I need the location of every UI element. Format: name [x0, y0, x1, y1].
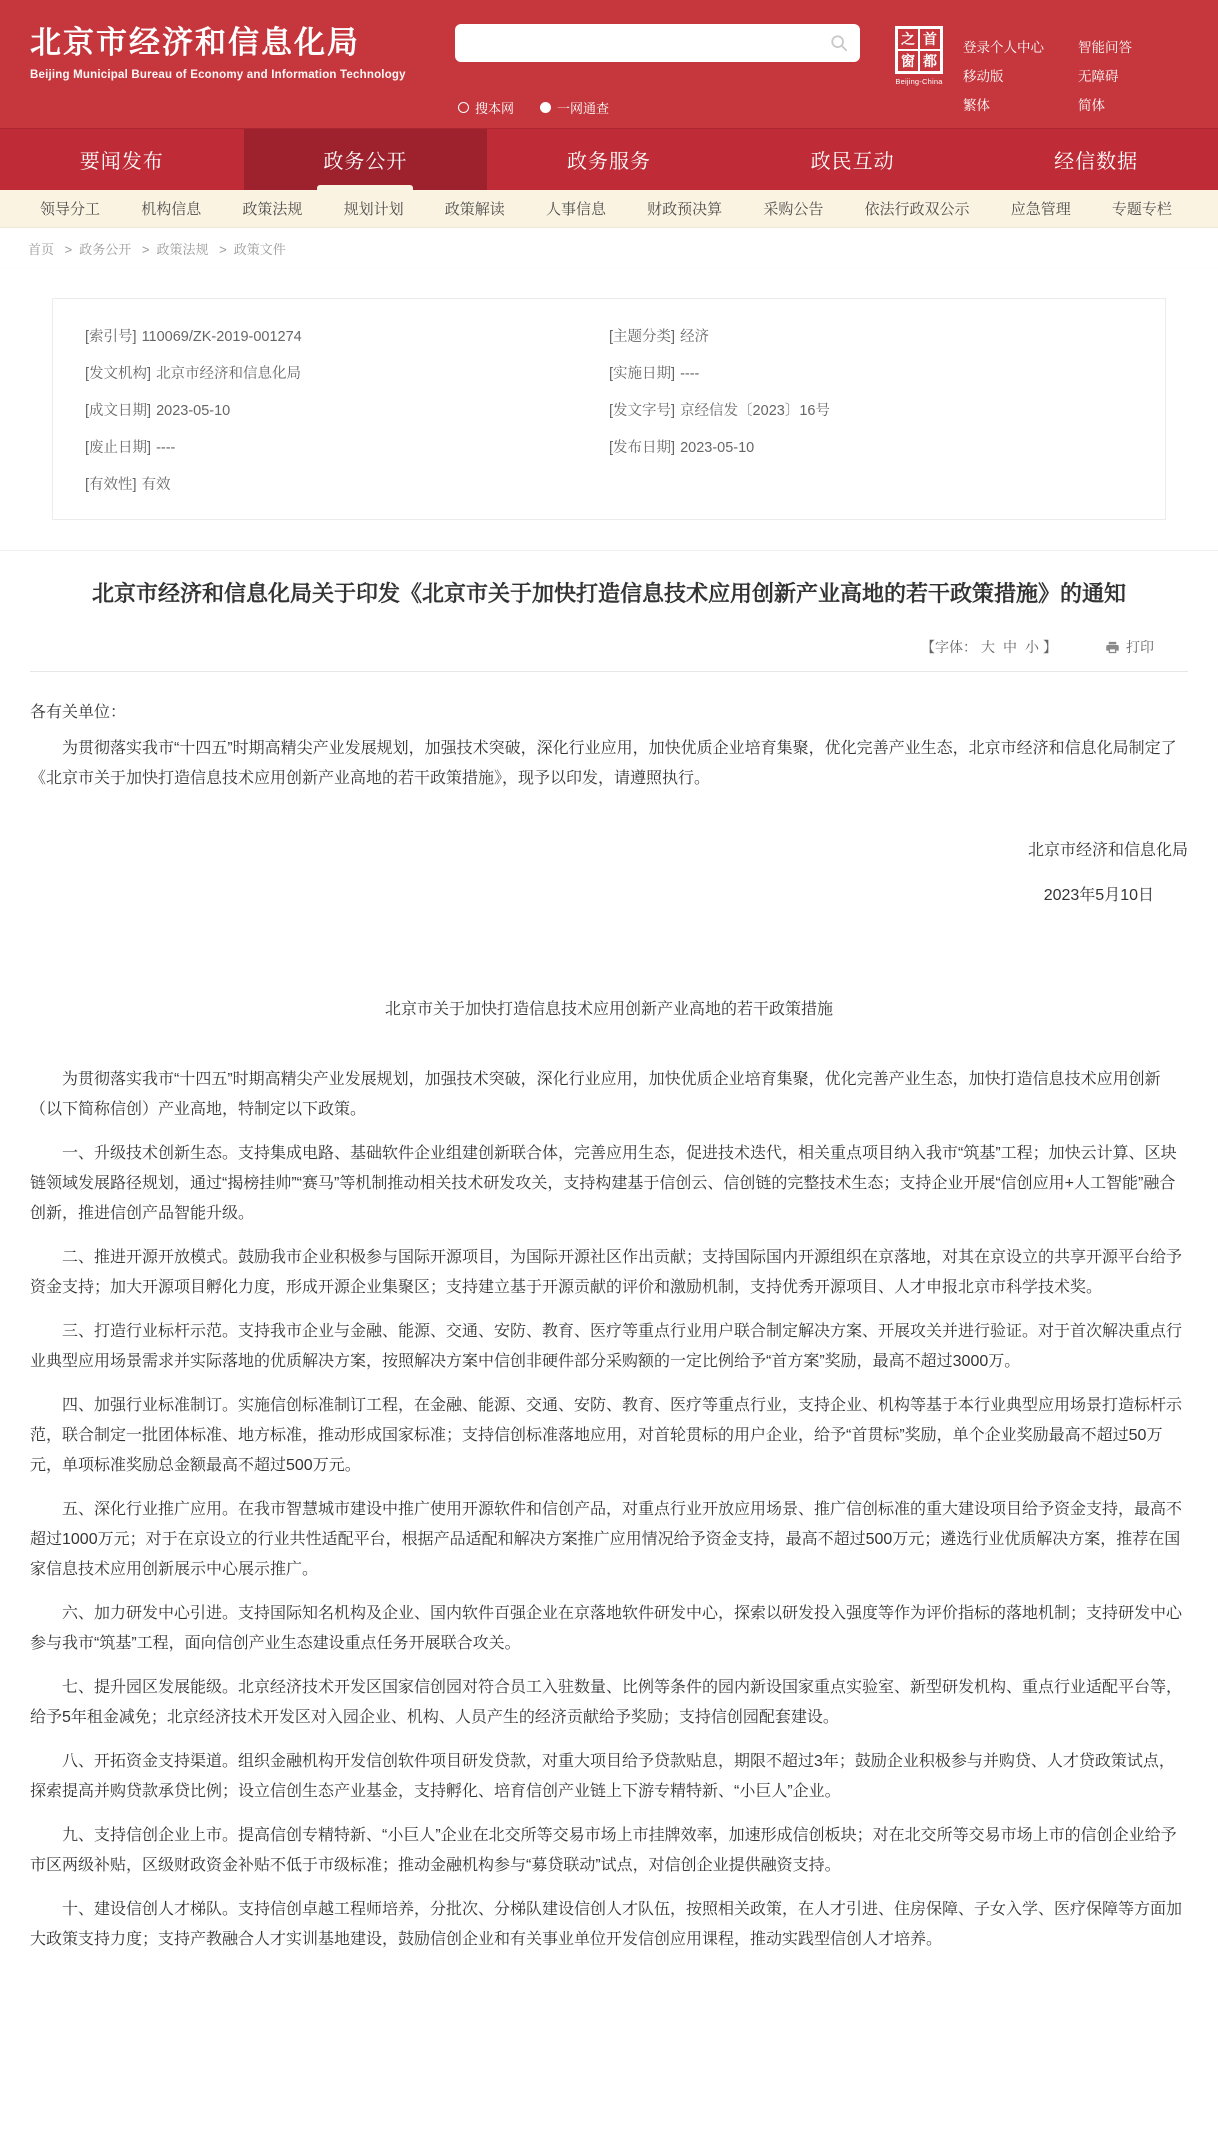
meta-label: [实施日期] [609, 366, 676, 382]
radio-icon [458, 102, 469, 113]
subnav-link[interactable]: 财政预决算 [647, 201, 723, 218]
meta-label: [有效性] [85, 477, 137, 493]
article-body [0, 672, 1218, 2005]
breadcrumb-item [135, 242, 212, 257]
seal-caption: Beijing-China [895, 77, 943, 86]
seal-char: 之 [897, 28, 919, 50]
print-button[interactable] [1105, 637, 1154, 657]
nav-tab[interactable] [731, 129, 975, 190]
nav-tab-label: 要闻发布 [79, 151, 164, 173]
site-brand [30, 26, 406, 81]
site-title: 北京市经济和信息化局 [30, 25, 360, 60]
quick-link[interactable]: 繁体 [963, 98, 990, 113]
paragraph: 三、打造行业标杆示范。支持我市企业与金融、能源、交通、安防、教育、医疗等重点行业用户联合制定解决方案、开展攻关并进行验证。对于首次解决重点行业典型应用场景需求并实际落地的优质解决方案，按照解决方案中信创非硬件部分采购额的一定比例给予“首方案”奖励，最高不超过3000万。 [30, 1323, 1183, 1370]
breadcrumb-link[interactable]: 政策法规 [156, 242, 209, 257]
meta-cell [85, 475, 609, 495]
page-title: 北京市经济和信息化局关于印发《北京市关于加快打造信息技术应用创新产业高地的若干政策措施》的通知 [91, 581, 1126, 606]
meta-value: ---- [156, 440, 176, 456]
meta-cell [85, 327, 609, 347]
search-scope-radio[interactable] [540, 98, 609, 117]
meta-cell [609, 438, 1133, 458]
intro-paragraph: 为贯彻落实我市“十四五”时期高精尖产业发展规划，加强技术突破，深化行业应用，加快优质企业培育集聚，优化完善产业生态，北京市经济和信息化局制定了《北京市关于加快打造信息技术应用创新产业高地的若干政策措施》，现予以印发，请遵照执行。 [30, 740, 1177, 787]
breadcrumb-item [58, 242, 135, 257]
meta-label: [发布日期] [609, 440, 676, 456]
meta-label: [发文字号] [609, 403, 676, 419]
subnav-link[interactable]: 领导分工 [40, 201, 101, 218]
paragraph: 九、支持信创企业上市。提高信创专精特新、“小巨人”企业在北交所等交易市场上市挂牌效率，加速形成信创板块；对在北交所等交易市场上市的信创企业给予市区两级补贴，区级财政资金补贴不低于市级标准；推动金融机构参与“募贷联动”试点，对信创企业提供融资支持。 [30, 1827, 1177, 1874]
subnav-link[interactable]: 规划计划 [343, 201, 404, 218]
capital-window-seal [895, 26, 943, 74]
signature-agency: 北京市经济和信息化局 [1027, 842, 1188, 859]
meta-value: 110069/ZK-2019-001274 [141, 329, 302, 345]
seal-char: 首 [919, 28, 941, 50]
signature-date: 2023年5月10日 [1043, 887, 1154, 904]
breadcrumb-separator: > [64, 242, 73, 257]
meta-value: 2023-05-10 [680, 440, 755, 456]
meta-cell [85, 401, 609, 421]
font-tool-prefix: 【字体： [921, 639, 977, 655]
paragraph: 七、提升园区发展能级。北京经济技术开发区国家信创园对符合员工入驻数量、比例等条件的园内新设国家重点实验室、新型研发机构、重点行业适配平台等，给予5年租金减免；北京经济技术开发区对入园企业、机构、人员产生的经济贡献给予奖励；支持信创园配套建设。 [30, 1679, 1183, 1726]
search-scope-options [458, 98, 609, 117]
meta-cell [609, 364, 1133, 384]
breadcrumb-item [14, 242, 58, 257]
breadcrumb-link[interactable]: 政务公开 [79, 242, 132, 257]
subnav-link[interactable]: 应急管理 [1010, 201, 1071, 218]
paragraph: 八、开拓资金支持渠道。组织金融机构开发信创软件项目研发贷款，对重大项目给予贷款贴息，期限不超过3年；鼓励企业积极参与并购贷、人才贷政策试点，探索提高并购贷款承贷比例；设立信创生态产业基金，支持孵化、培育信创产业链上下游专精特新、“小巨人”企业。 [30, 1753, 1175, 1800]
paragraph: 六、加力研发中心引进。支持国际知名机构及企业、国内软件百强企业在京落地软件研发中心，探索以研发投入强度等作为评价指标的落地机制；支持研发中心参与我市“筑基”工程，面向信创产业生态建设重点任务开展联合攻关。 [30, 1605, 1183, 1652]
search-input[interactable] [455, 24, 860, 62]
subnav-link[interactable]: 采购公告 [763, 201, 824, 218]
quick-links-column [963, 36, 1044, 114]
meta-label: [索引号] [85, 329, 137, 345]
document-meta-table [52, 298, 1166, 520]
breadcrumb-item [212, 242, 286, 257]
quick-link[interactable]: 移动版 [963, 69, 1004, 84]
search-box [455, 24, 860, 62]
doc-inner-title: 北京市关于加快打造信息技术应用创新产业高地的若干政策措施 [384, 1001, 833, 1018]
breadcrumb-separator: > [219, 242, 227, 257]
meta-value: ---- [680, 366, 700, 382]
quick-link[interactable]: 登录个人中心 [963, 40, 1044, 55]
radio-label: 搜本网 [475, 101, 515, 116]
subnav-link[interactable]: 专题专栏 [1111, 201, 1172, 218]
printer-icon [1105, 640, 1120, 655]
meta-value: 北京市经济和信息化局 [156, 366, 302, 382]
paragraph: 四、加强行业标准制订。实施信创标准制订工程，在金融、能源、交通、安防、教育、医疗等重点行业，支持企业、机构等基于本行业典型应用场景打造标杆示范，联合制定一批团体标准、地方标准，推动形成国家标准；支持信创标准落地应用，对首轮贯标的用户企业，给予“首贯标”奖励，单个企业奖励最高不超过50万元，单项标准奖励总金额最高不超过500万元。 [30, 1397, 1183, 1474]
paragraph: 一、升级技术创新生态。支持集成电路、基础软件企业组建创新联合体，完善应用生态，促进技术迭代，相关重点项目纳入我市“筑基”工程；加快云计算、区块链领域发展路径规划，通过“揭榜挂帅”“赛马”等机制推动相关技术研发攻关，支持构建基于信创云、信创链的完整技术生态；支持企业开展“信创应用+人工智能”融合创新，推进信创产品智能升级。 [30, 1145, 1177, 1222]
main-nav [0, 128, 1218, 190]
nav-tab[interactable] [487, 129, 731, 190]
nav-tab-label: 政务服务 [566, 151, 651, 173]
active-tab-indicator [317, 185, 413, 190]
font-tool-suffix: 】 [1043, 639, 1057, 655]
site-subtitle: Beijing Municipal Bureau of Economy and Information Technology [30, 69, 406, 81]
subnav-link[interactable]: 机构信息 [141, 201, 202, 218]
quick-link[interactable]: 简体 [1078, 98, 1105, 113]
search-icon[interactable] [830, 34, 848, 52]
subnav-link[interactable]: 人事信息 [545, 201, 606, 218]
font-size-control [921, 637, 1057, 657]
meta-cell [85, 364, 609, 384]
paragraph: 五、深化行业推广应用。在我市智慧城市建设中推广使用开源软件和信创产品，对重点行业开放应用场景、推广信创标准的重大建设项目给予资金支持，最高不超过1000万元；对于在京设立的行业共性适配平台，根据产品适配和解决方案推广应用情况给予资金支持，最高不超过500万元；遴选行业优质解决方案，推荐在国家信息技术应用创新展示中心展示推广。 [30, 1501, 1183, 1578]
nav-tab[interactable] [974, 129, 1218, 190]
print-label: 打印 [1126, 639, 1154, 655]
breadcrumb-separator: > [141, 242, 150, 257]
quick-link[interactable]: 无障碍 [1078, 69, 1119, 84]
nav-tab[interactable] [244, 129, 488, 190]
header-quick-links [963, 36, 1132, 114]
meta-label: [成文日期] [85, 403, 152, 419]
radio-label: 一网通查 [557, 101, 610, 116]
meta-value: 京经信发〔2023〕16号 [680, 403, 830, 419]
subnav-link[interactable]: 依法行政双公示 [864, 201, 970, 218]
meta-value: 经济 [680, 329, 710, 345]
nav-tab-label: 政民互动 [810, 151, 895, 173]
breadcrumb-link[interactable]: 政策文件 [233, 242, 286, 257]
font-size-options [977, 637, 1043, 657]
greeting: 各有关单位： [30, 704, 127, 721]
breadcrumb [0, 228, 1218, 268]
search-scope-radio[interactable] [458, 98, 514, 117]
quick-links-column [1078, 36, 1132, 114]
nav-tab-label: 经信数据 [1054, 151, 1139, 173]
radio-icon [540, 102, 551, 113]
capital-window-logo[interactable] [893, 26, 945, 86]
paragraph: 二、推进开源开放模式。鼓励我市企业积极参与国际开源项目，为国际开源社区作出贡献；支持国际国内开源组织在京落地，对其在京设立的共享开源平台给予资金支持；加大开源项目孵化力度，形成开源企业集聚区；支持建立基于开源贡献的评价和激励机制，支持优秀开源项目、人才申报北京市科学技术奖。 [30, 1249, 1183, 1296]
meta-label: [主题分类] [609, 329, 676, 345]
meta-label: [发文机构] [85, 366, 152, 382]
font-size-option[interactable]: 大 [981, 639, 995, 655]
font-size-option[interactable]: 中 [1003, 639, 1017, 655]
seal-char: 都 [919, 50, 941, 72]
subnav-link[interactable]: 政策解读 [444, 201, 505, 218]
font-size-option[interactable]: 小 [1025, 639, 1039, 655]
paragraph: 为贯彻落实我市“十四五”时期高精尖产业发展规划，加强技术突破，深化行业应用，加快优质企业培育集聚，优化完善产业生态，加快打造信息技术应用创新（以下简称信创）产业高地，特制定以下政策。 [30, 1071, 1161, 1118]
meta-label: [废止日期] [85, 440, 152, 456]
nav-tab-label: 政务公开 [323, 151, 408, 173]
seal-char: 窗 [897, 50, 919, 72]
site-header [0, 0, 1218, 128]
meta-cell [85, 438, 609, 458]
quick-link[interactable]: 智能问答 [1078, 40, 1132, 55]
paragraph: 十、建设信创人才梯队。支持信创卓越工程师培养，分批次、分梯队建设信创人才队伍，按照相关政策，在人才引进、住房保障、子女入学、医疗保障等方面加大政策支持力度；支持产教融合人才实训基地建设，鼓励信创企业和有关事业单位开发信创应用课程，推动实践型信创人才培养。 [30, 1901, 1183, 1948]
meta-value: 有效 [141, 477, 171, 493]
meta-value: 2023-05-10 [156, 403, 231, 419]
policy-paragraphs [30, 1065, 1188, 1955]
article-tools [0, 611, 1218, 671]
sub-nav [0, 190, 1218, 228]
breadcrumb-link[interactable]: 首页 [28, 242, 55, 257]
meta-cell [609, 327, 1133, 347]
meta-cell [609, 401, 1133, 421]
subnav-link[interactable]: 政策法规 [242, 201, 303, 218]
nav-tab[interactable] [0, 129, 244, 190]
